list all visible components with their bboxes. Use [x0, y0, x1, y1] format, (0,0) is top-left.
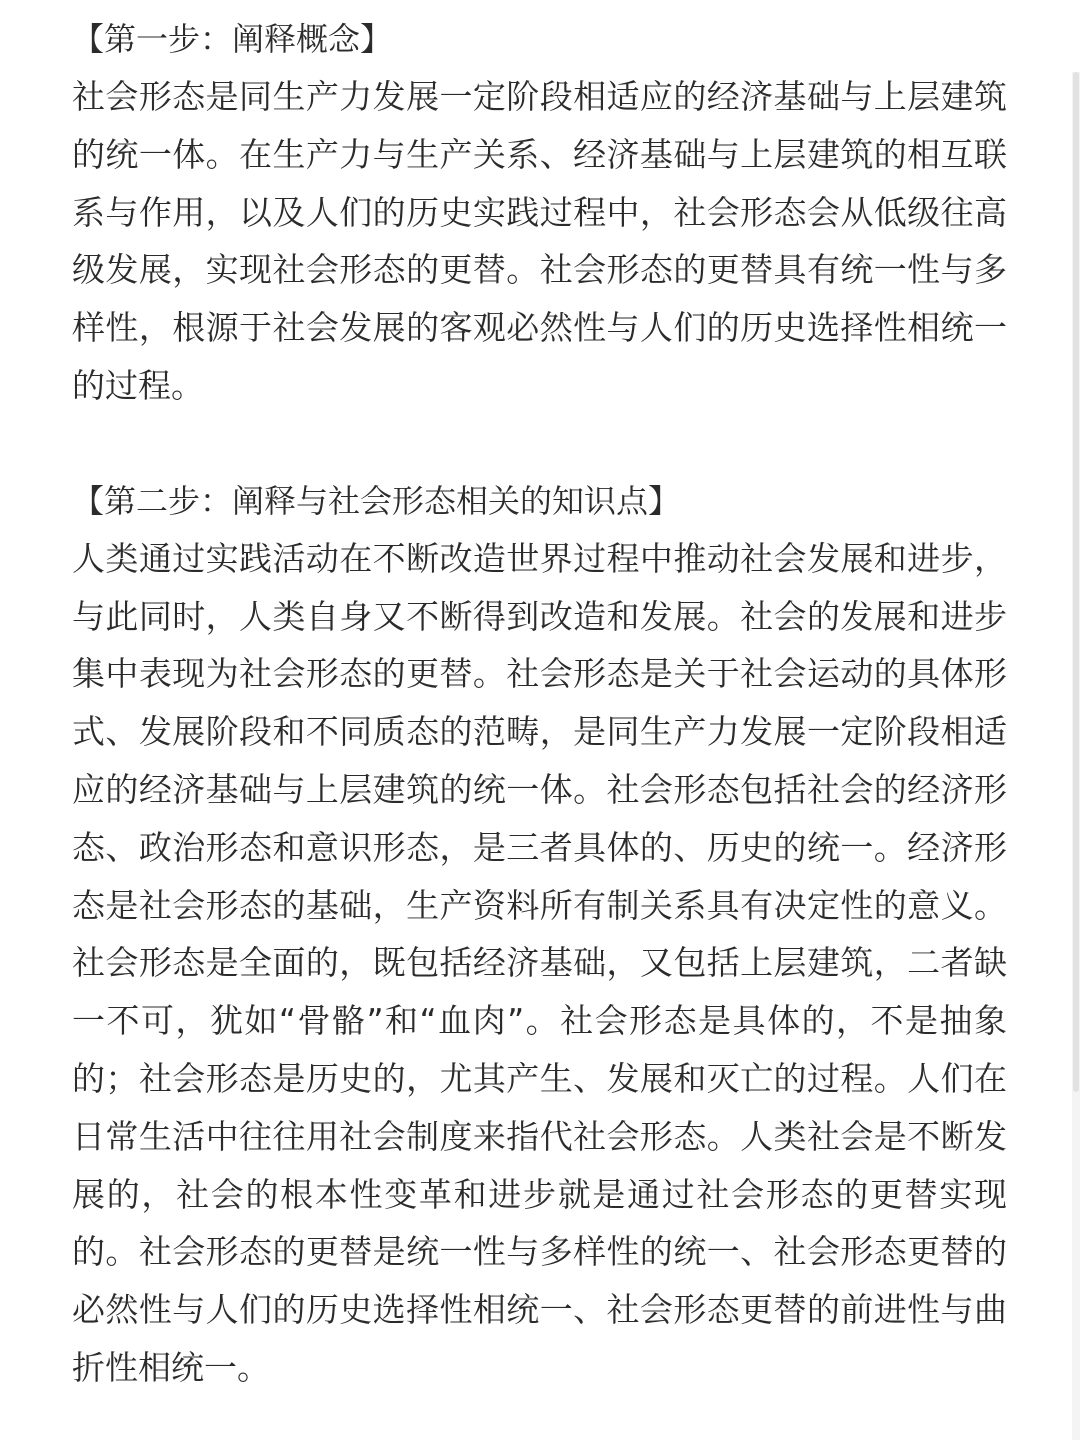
section-1-heading: 【第一步：阐释概念】 [72, 20, 393, 58]
section-1-body: 社会形态是同生产力发展一定阶段相适应的经济基础与上层建筑的统一体。在生产力与生产关系、经济基础与上层建筑的相互联系与作用，以及人们的历史实践过程中，社会形态会从低级往高级发展，实现社会形态的更替。社会形态的更替具有统一性与多样性，根源于社会发展的客观必然性与人们的历史选择性相统一的过程。 [72, 77, 1007, 405]
section-2-body: 人类通过实践活动在不断改造世界过程中推动社会发展和进步，与此同时，人类自身又不断得到改造和发展。社会的发展和进步集中表现为社会形态的更替。社会形态是关于社会运动的具体形式、发展阶段和不同质态的范畴，是同生产力发展一定阶段相适应的经济基础与上层建筑的统一体。社会形态包括社会的经济形态、政治形态和意识形态，是三者具体的、历史的统一。经济形态是社会形态的基础，生产资料所有制关系具有决定性的意义。社会形态是全面的，既包括经济基础，又包括上层建筑，二者缺一不可，犹如“骨骼”和“血肉”。社会形态是具体的，不是抽象的；社会形态是历史的，尤其产生、发展和灭亡的过程。人们在日常生活中往往用社会制度来指代社会形态。人类社会是不断发展的，社会的根本性变革和进步就是通过社会形态的更替实现的。社会形态的更替是统一性与多样性的统一、社会形态更替的必然性与人们的历史选择性相统一、社会形态更替的前进性与曲折性相统一。 [72, 538, 1007, 1387]
scrollbar-thumb[interactable] [1073, 72, 1079, 1092]
section-divider-space [72, 415, 1007, 472]
section-2-heading: 【第二步：阐释与社会形态相关的知识点】 [72, 481, 681, 520]
document-content [72, 10, 1007, 1397]
